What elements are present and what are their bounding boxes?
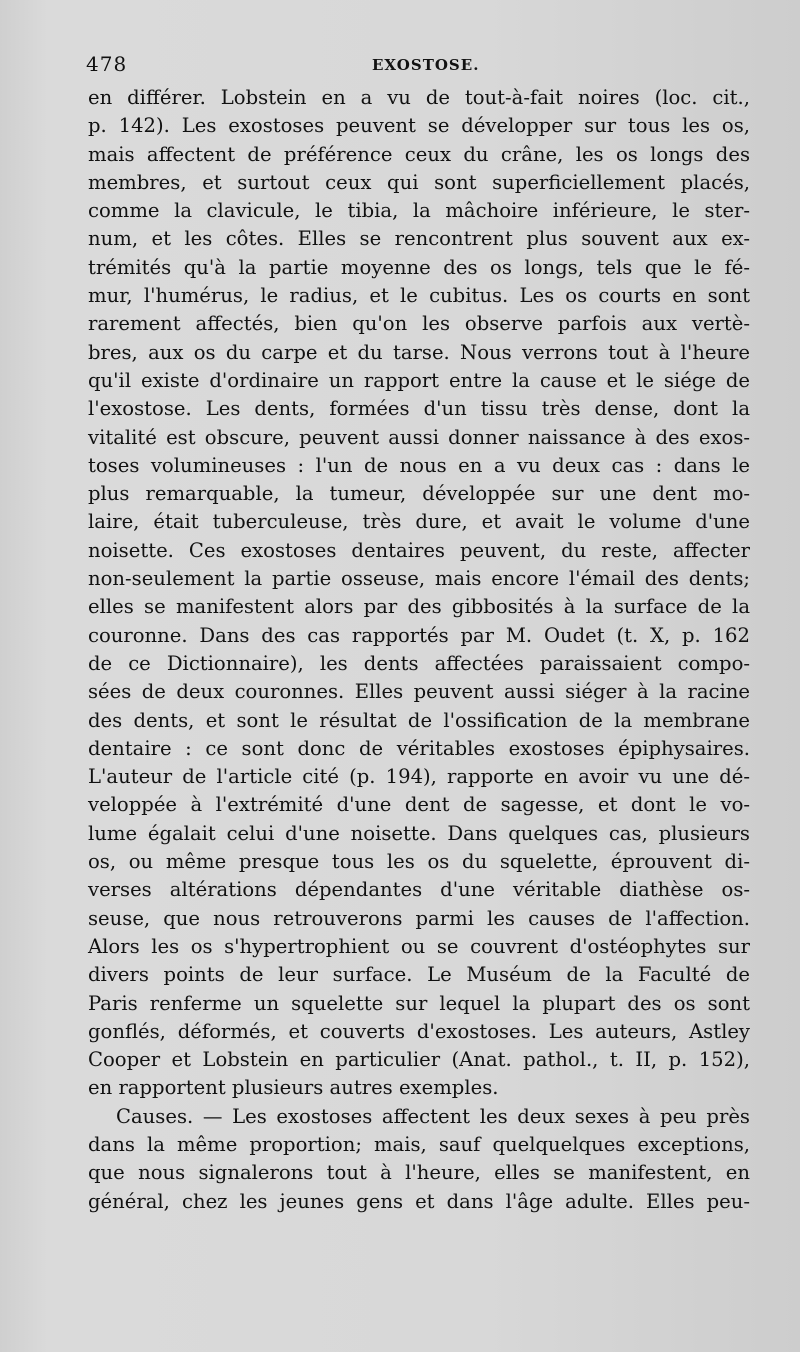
text-line: os, ou même presque tous les os du squelette, éprouvent di- xyxy=(88,850,750,874)
text-line: plus remarquable, la tumeur, développée sur une dent mo- xyxy=(88,482,750,506)
text-line: Causes. — Les exostoses affectent les deux sexes à peu près xyxy=(116,1104,750,1128)
body-text xyxy=(88,84,750,1216)
text-line: qu'il existe d'ordinaire un rapport entre la cause et le siége de xyxy=(88,368,750,392)
text-line: mais affectent de préférence ceux du crâne, les os longs des xyxy=(88,142,750,166)
text-line: comme la clavicule, le tibia, la mâchoire inférieure, le ster- xyxy=(88,199,750,223)
text-line: sées de deux couronnes. Elles peuvent aussi siéger à la racine xyxy=(88,680,750,704)
text-line: trémités qu'à la partie moyenne des os longs, tels que le fé- xyxy=(88,255,750,279)
text-line: en rapportent plusieurs autres exemples. xyxy=(88,1076,499,1100)
text-line: noisette. Ces exostoses dentaires peuvent, du reste, affecter xyxy=(88,538,750,562)
text-line: divers points de leur surface. Le Muséum de la Faculté de xyxy=(88,963,750,987)
text-line: Cooper et Lobstein en particulier (Anat. pathol., t. II, p. 152), xyxy=(88,1048,750,1072)
text-line: l'exostose. Les dents, formées d'un tissu très dense, dont la xyxy=(88,397,750,421)
text-line: rarement affectés, bien qu'on les observe parfois aux vertè- xyxy=(88,312,750,336)
text-line: membres, et surtout ceux qui sont superficiellement placés, xyxy=(88,170,750,194)
text-line: L'auteur de l'article cité (p. 194), rapporte en avoir vu une dé- xyxy=(88,765,750,789)
text-line: seuse, que nous retrouverons parmi les causes de l'affection. xyxy=(88,906,750,930)
text-line: général, chez les jeunes gens et dans l'âge adulte. Elles peu- xyxy=(88,1189,750,1213)
text-line: vitalité est obscure, peuvent aussi donner naissance à des exos- xyxy=(88,425,750,449)
text-line: couronne. Dans des cas rapportés par M. Oudet (t. X, p. 162 xyxy=(88,623,750,647)
text-line: lume égalait celui d'une noisette. Dans quelques cas, plusieurs xyxy=(88,821,750,845)
text-line: laire, était tuberculeuse, très dure, et avait le volume d'une xyxy=(88,510,750,534)
text-line: bres, aux os du carpe et du tarse. Nous verrons tout à l'heure xyxy=(88,340,750,364)
text-line: dentaire : ce sont donc de véritables exostoses épiphysaires. xyxy=(88,736,750,760)
text-line: des dents, et sont le résultat de l'ossification de la membrane xyxy=(88,708,750,732)
text-line: que nous signalerons tout à l'heure, elles se manifestent, en xyxy=(88,1161,750,1185)
text-line: Alors les os s'hypertrophient ou se couvrent d'ostéophytes sur xyxy=(88,934,750,958)
text-line: dans la même proportion; mais, sauf quelquelques exceptions, xyxy=(88,1132,750,1156)
text-line: Paris renferme un squelette sur lequel la plupart des os sont xyxy=(88,991,750,1015)
text-line: elles se manifestent alors par des gibbosités à la surface de la xyxy=(88,595,750,619)
text-line: de ce Dictionnaire), les dents affectées paraissaient compo- xyxy=(88,651,750,675)
text-line: en différer. Lobstein en a vu de tout-à-fait noires (loc. cit., xyxy=(88,86,750,109)
text-line: gonflés, déformés, et couverts d'exostoses. Les auteurs, Astley xyxy=(88,1019,750,1043)
text-line: p. 142). Les exostoses peuvent se développer sur tous les os, xyxy=(88,114,750,138)
text-line: non-seulement la partie osseuse, mais encore l'émail des dents; xyxy=(88,567,750,591)
text-line: num, et les côtes. Elles se rencontrent plus souvent aux ex- xyxy=(88,227,750,251)
running-head: EXOSTOSE. xyxy=(372,56,480,74)
page-number: 478 xyxy=(86,52,128,76)
page-header xyxy=(86,52,750,82)
text-line: mur, l'humérus, le radius, et le cubitus. Les os courts en sont xyxy=(88,284,750,308)
text-line: verses altérations dépendantes d'une véritable diathèse os- xyxy=(88,878,750,902)
text-line: veloppée à l'extrémité d'une dent de sagesse, et dont le vo- xyxy=(88,793,750,817)
text-line: toses volumineuses : l'un de nous en a vu deux cas : dans le xyxy=(88,453,750,477)
